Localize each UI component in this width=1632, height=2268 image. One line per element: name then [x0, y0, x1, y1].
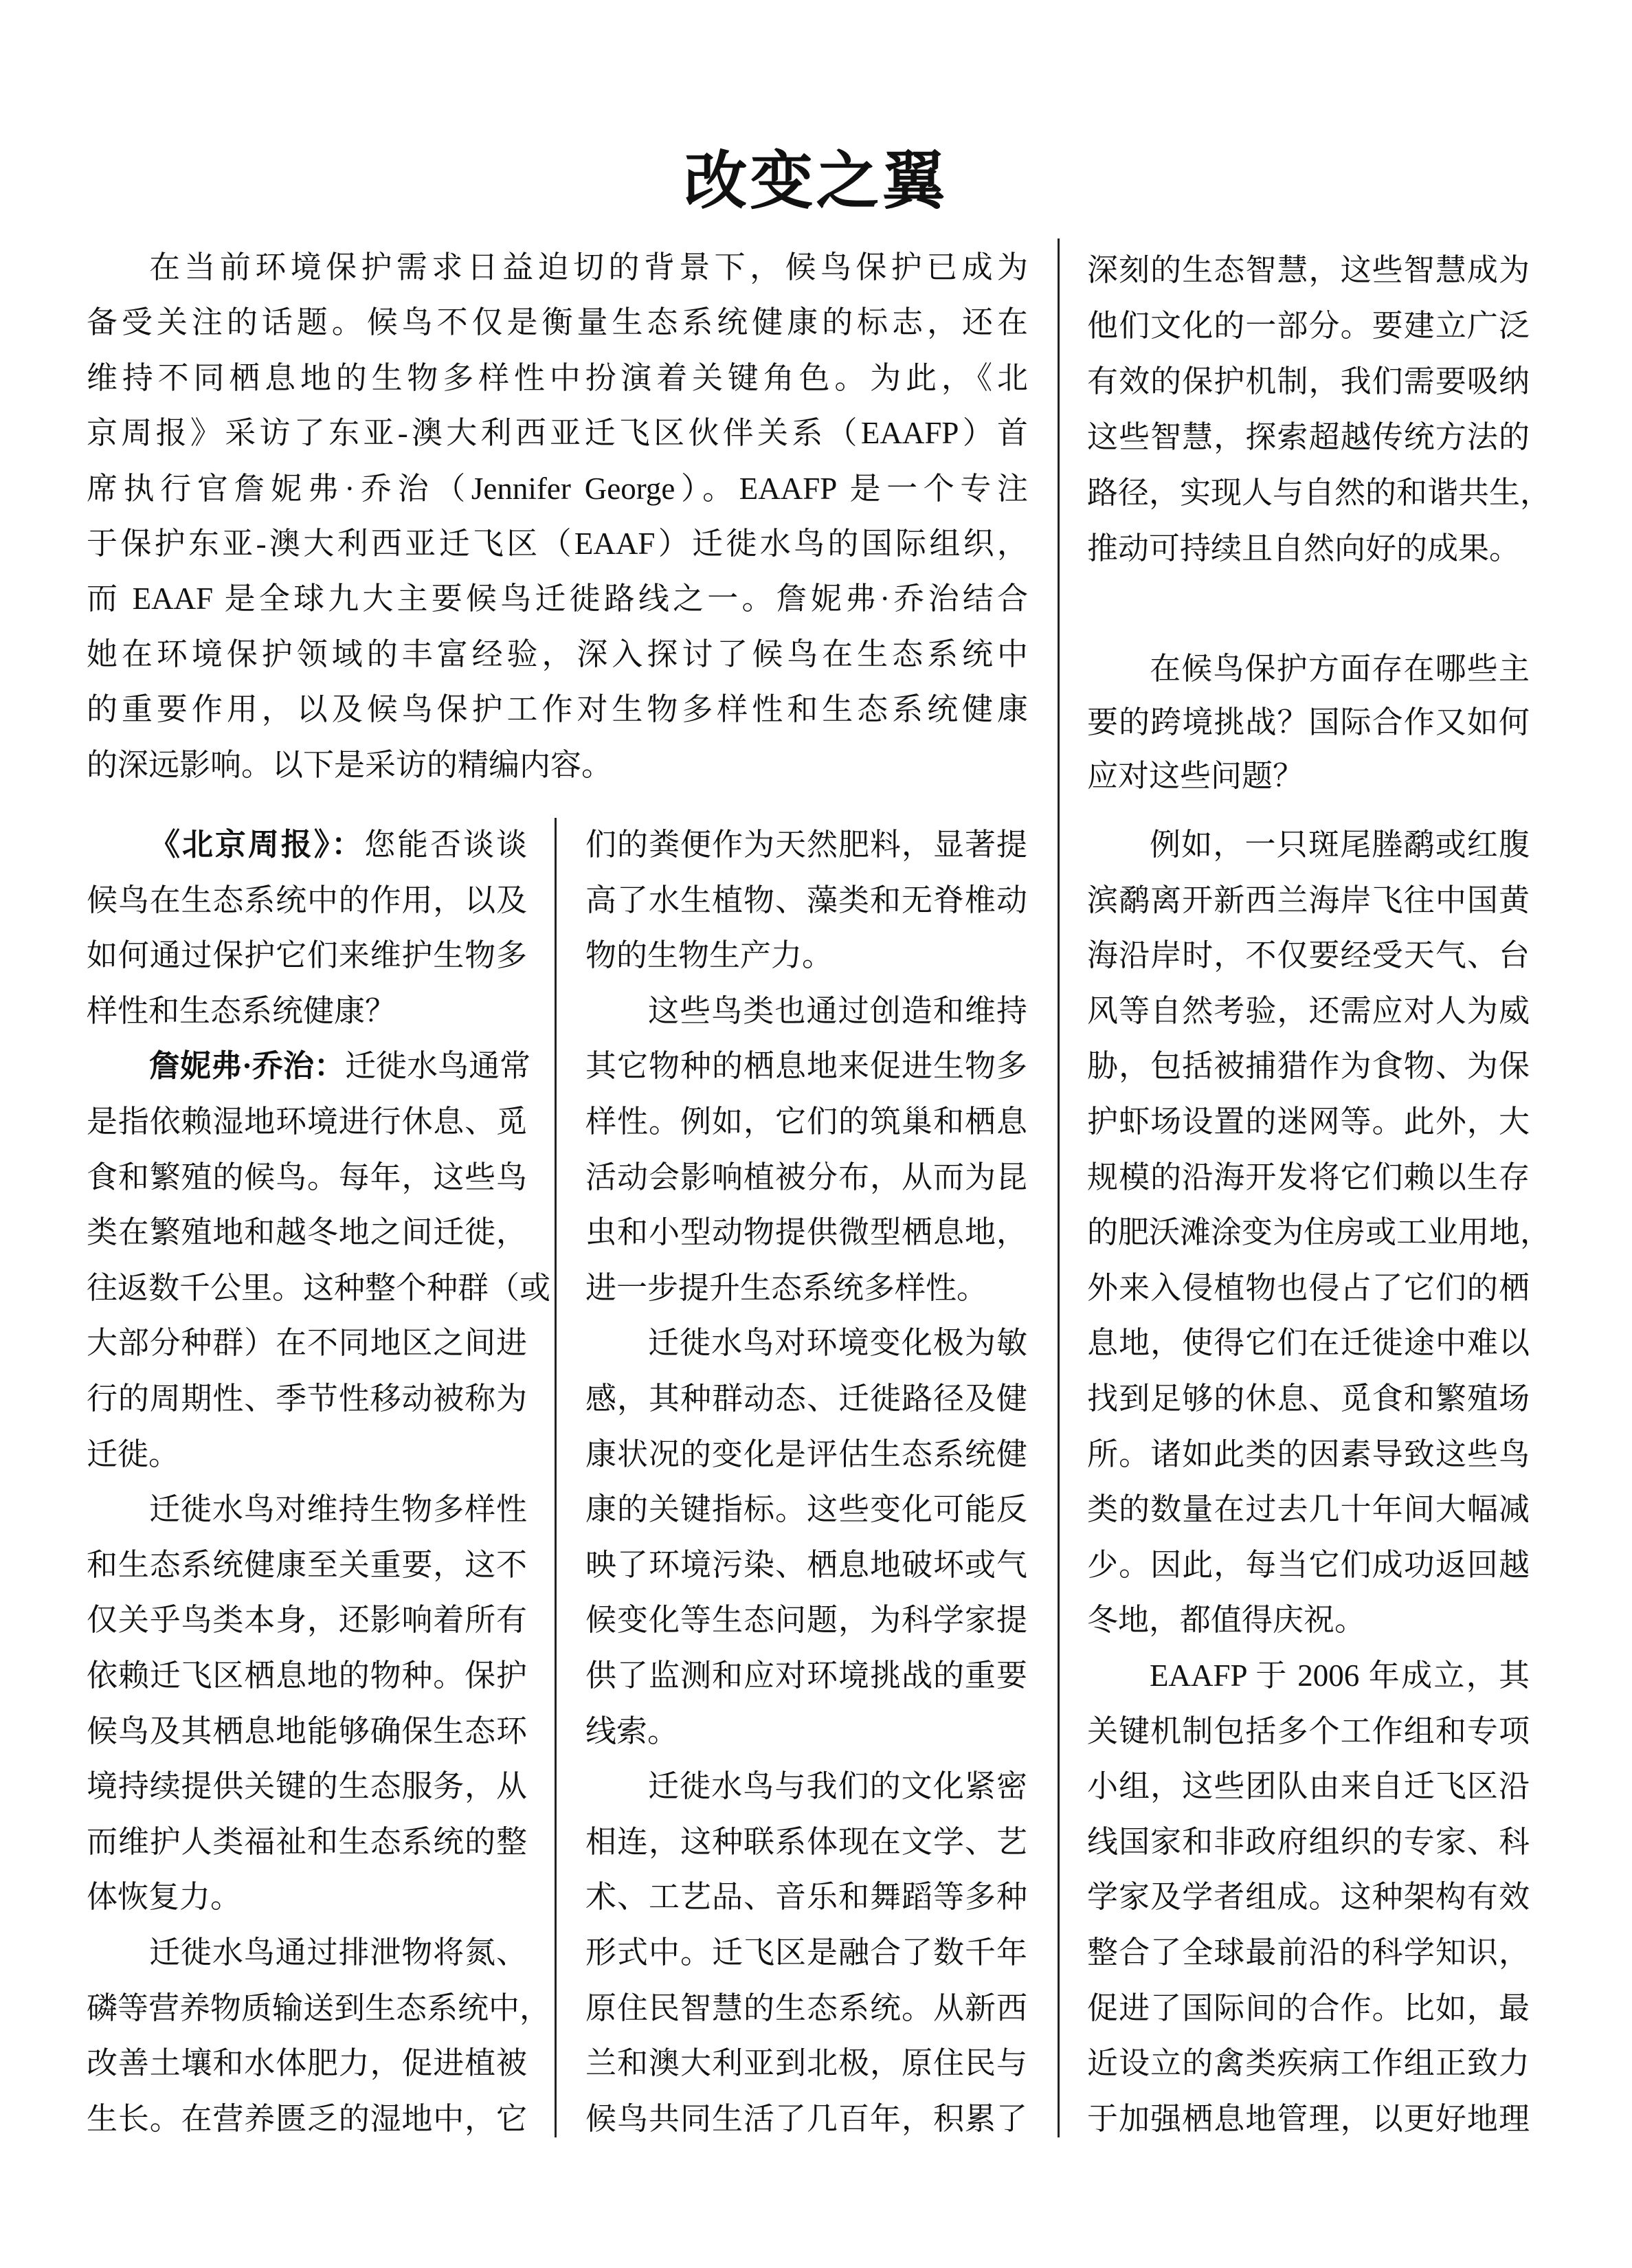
text-line [87, 405, 1028, 460]
speaker-label: 詹妮弗·乔治： [149, 1049, 346, 1084]
line-text: 推动可持续且自然向好的成果。 [1087, 531, 1521, 566]
column-divider-1 [555, 818, 557, 2137]
line-text: 胁，包括被捕猎作为食物、为保 [1087, 1049, 1530, 1084]
text-line [87, 461, 1028, 516]
line-text: 线国家和非政府组织的专家、科 [1087, 1824, 1530, 1859]
line-text: 路径，实现人与自然的和谐共生， [1087, 476, 1552, 510]
line-text: 高了水生植物、藻类和无脊椎动 [585, 882, 1027, 918]
line-text: 供了监测和应对环境挑战的重要 [585, 1658, 1027, 1693]
line-text: 这些智慧，探索超越传统方法的 [1087, 420, 1530, 454]
text-line [1087, 1981, 1530, 2036]
line-text: 例如，一只斑尾塍鹬或红腹 [1150, 827, 1530, 862]
text-line [87, 351, 1028, 405]
line-text: 兰和澳大利亚到北极，原住民与 [585, 2046, 1027, 2081]
line-text: 大部分种群）在不同地区之间进 [87, 1326, 527, 1361]
text-line [585, 1315, 1027, 1370]
line-text: 关键机制包括多个工作组和专项 [1087, 1713, 1530, 1748]
text-line [87, 1981, 551, 2036]
text-line [585, 1150, 1027, 1205]
text-line [585, 2091, 1027, 2146]
line-text: 物的生物生产力。 [585, 938, 834, 973]
line-text: 样性。例如，它们的筑巢和栖息 [585, 1104, 1027, 1139]
text-line [87, 1537, 527, 1592]
text-line [585, 1925, 1027, 1980]
line-text: 找到足够的休息、觅食和繁殖场 [1087, 1381, 1530, 1416]
text-line [1087, 1371, 1530, 1426]
text-line [87, 983, 527, 1038]
article-title: 改变之翼 [684, 146, 948, 216]
line-text: 少。因此，每当它们成功返回越 [1087, 1547, 1530, 1582]
line-text: 风等自然考验，还需应对人为威 [1087, 993, 1530, 1028]
text-line [1087, 1869, 1530, 1924]
text-line [585, 1537, 1027, 1592]
line-text: 于加强栖息地管理，以更好地理 [1087, 2101, 1530, 2136]
text-line [1087, 817, 1530, 872]
line-text: 原住民智慧的生态系统。从新西 [585, 1990, 1027, 2025]
line-text: 有效的保护机制，我们需要吸纳 [1087, 364, 1530, 399]
text-line [87, 2091, 527, 2146]
line-text: 的重要作用，以及候鸟保护工作对生物多样性和生态系统健康 [87, 692, 1028, 727]
text-line [87, 627, 1028, 682]
speaker-label: 《北京周报》： [149, 826, 365, 863]
line-text: 她在环境保护领域的丰富经验，深入探讨了候鸟在生态系统中 [87, 636, 1028, 671]
text-line [87, 295, 1028, 350]
line-text: 促进了国际间的合作。比如，最 [1087, 1990, 1530, 2025]
text-line [1087, 2091, 1530, 2146]
text-line [1087, 298, 1530, 353]
text-line [585, 1704, 1027, 1759]
line-text: 所。诸如此类的因素导致这些鸟 [1087, 1436, 1530, 1471]
line-text: 行的周期性、季节性移动被称为 [87, 1381, 527, 1416]
text-line [1087, 695, 1530, 750]
text-line [1087, 1315, 1530, 1370]
text-line [585, 1260, 1027, 1315]
line-text: 虫和小型动物提供微型栖息地， [585, 1215, 1027, 1250]
text-line [1087, 983, 1530, 1038]
line-text: 冬地，都值得庆祝。 [1087, 1603, 1366, 1638]
text-line [1087, 1427, 1530, 1482]
text-line [1087, 1482, 1530, 1537]
text-line [87, 1150, 527, 1205]
line-text: 息地，使得它们在迁徙途中难以 [1087, 1326, 1530, 1361]
text-line [87, 1704, 527, 1759]
line-text: 而维护人类福祉和生态系统的整 [87, 1824, 527, 1859]
line-text: 规模的沿海开发将它们赖以生存 [1087, 1159, 1530, 1194]
text-line [1087, 1759, 1530, 1814]
text-line [1087, 1704, 1530, 1759]
line-text: 依赖迁飞区栖息地的物种。保护 [87, 1658, 527, 1693]
text-line [585, 873, 1027, 928]
text-line [585, 928, 1027, 983]
line-text: 进一步提升生态系统多样性。 [585, 1270, 988, 1305]
text-line [87, 2036, 527, 2091]
text-line [87, 1814, 527, 1869]
line-text: 往返数千公里。这种整个种群（或 [87, 1270, 551, 1305]
line-text: 迁徙水鸟通过排泄物将氮、 [149, 1935, 527, 1970]
line-text: 生长。在营养匮乏的湿地中，它 [87, 2101, 527, 2136]
text-line [87, 1427, 527, 1482]
text-line [1087, 354, 1530, 409]
text-line [87, 571, 1028, 626]
text-line [585, 1371, 1027, 1426]
line-text: EAAFP 于 2006 年成立，其 [1150, 1658, 1530, 1693]
line-text: 在候鸟保护方面存在哪些主 [1150, 650, 1530, 687]
line-text: 形式中。迁飞区是融合了数千年 [585, 1935, 1027, 1970]
text-line [87, 737, 1028, 792]
text-line [1087, 641, 1530, 696]
text-line [585, 1981, 1027, 2036]
text-line [585, 1038, 1027, 1093]
column-divider-2 [1058, 238, 1060, 2137]
line-text: 京周报》采访了东亚-澳大利西亚迁飞区伙伴关系（EAAFP）首 [87, 416, 1028, 451]
text-line [1087, 873, 1530, 928]
text-line [87, 1482, 527, 1537]
text-line [1087, 465, 1552, 520]
text-line [87, 1260, 551, 1315]
text-line [87, 1925, 527, 1980]
text-line [87, 1315, 527, 1370]
line-text: 维持不同栖息地的生物多样性中扮演着关键角色。为此，《北 [87, 360, 1028, 395]
line-text: 迁徙水鸟对环境变化极为敏 [648, 1326, 1027, 1361]
line-text: 滨鹬离开新西兰海岸飞往中国黄 [1087, 882, 1530, 918]
line-text: 磷等营养物质输送到生态系统中， [87, 1990, 551, 2025]
text-line [1087, 1094, 1530, 1149]
line-text: 线索。 [585, 1713, 679, 1748]
text-line [1087, 410, 1530, 465]
line-text: 候鸟在生态系统中的作用，以及 [87, 881, 527, 918]
line-text: 境持续提供关键的生态服务，从 [87, 1769, 527, 1804]
text-line [1087, 1537, 1530, 1592]
line-text: 学家及学者组成。这种架构有效 [1087, 1880, 1530, 1915]
text-line [87, 928, 527, 983]
text-line [585, 1427, 1027, 1482]
text-line [1087, 748, 1530, 803]
text-line [1087, 1648, 1530, 1703]
text-line [585, 1648, 1027, 1703]
text-line [87, 516, 1028, 571]
line-text: 候变化等生态问题，为科学家提 [585, 1603, 1027, 1638]
line-text: 其它物种的栖息地来促进生物多 [585, 1049, 1027, 1084]
line-text: 仅关乎鸟类本身，还影响着所有 [87, 1603, 527, 1638]
line-text: 应对这些问题？ [1087, 757, 1304, 794]
text-line [585, 1482, 1027, 1537]
text-line [585, 2036, 1027, 2091]
line-text: 迁徙水鸟与我们的文化紧密 [648, 1769, 1027, 1804]
text-line [585, 1759, 1027, 1814]
text-line [1087, 521, 1530, 576]
line-text: 食和繁殖的候鸟。每年，这些鸟 [87, 1159, 527, 1194]
line-text: 而 EAAF 是全球九大主要候鸟迁徙路线之一。詹妮弗·乔治结合 [87, 581, 1028, 616]
text-line [1087, 1260, 1530, 1315]
line-text: 于保护东亚-澳大利西亚迁飞区（EAAF）迁徙水鸟的国际组织， [87, 526, 1028, 561]
line-text: 深刻的生态智慧，这些智慧成为 [1087, 253, 1530, 287]
text-line [87, 1592, 527, 1647]
text-line [585, 983, 1027, 1038]
line-text: 要的跨境挑战？国际合作又如何 [1087, 704, 1530, 740]
text-line [1087, 1814, 1530, 1869]
text-line [87, 1759, 527, 1814]
line-text: 近设立的禽类疾病工作组正致力 [1087, 2046, 1530, 2081]
text-line [585, 817, 1027, 872]
line-text: 小组，这些团队由来自迁飞区沿 [1087, 1769, 1530, 1804]
line-text: 候鸟共同生活了几百年，积累了 [585, 2101, 1027, 2136]
line-text: 和生态系统健康至关重要，这不 [87, 1547, 527, 1582]
line-text: 相连，这种联系体现在文学、艺 [585, 1824, 1027, 1859]
line-text: 海沿岸时，不仅要经受天气、台 [1087, 938, 1530, 973]
line-text: 备受关注的话题。候鸟不仅是衡量生态系统健康的标志，还在 [87, 305, 1028, 340]
text-line [1087, 1038, 1530, 1093]
line-text: 整合了全球最前沿的科学知识， [1087, 1935, 1530, 1970]
line-text: 席执行官詹妮弗·乔治（Jennifer George）。EAAFP 是一个专注 [87, 471, 1028, 506]
text-line [87, 817, 527, 872]
line-text: 候鸟及其栖息地能够确保生态环 [87, 1713, 527, 1748]
text-line [87, 240, 1028, 295]
text-line [1087, 1205, 1552, 1260]
line-text: 改善土壤和水体肥力，促进植被 [87, 2046, 527, 2081]
line-text: 感，其种群动态、迁徙路径及健 [585, 1381, 1027, 1416]
line-text: 他们文化的一部分。要建立广泛 [1087, 309, 1530, 343]
text-line [585, 1094, 1027, 1149]
text-line [585, 1814, 1027, 1869]
line-text: 是指依赖湿地环境进行休息、觅 [87, 1104, 527, 1139]
line-text: 外来入侵植物也侵占了它们的栖 [1087, 1270, 1530, 1305]
text-line [1087, 2036, 1530, 2091]
line-text: 术、工艺品、音乐和舞蹈等多种 [585, 1880, 1027, 1915]
text-line [1087, 928, 1530, 983]
text-line [585, 1205, 1027, 1260]
line-text: 类的数量在过去几十年间大幅减 [1087, 1492, 1530, 1527]
line-text: 体恢复力。 [87, 1880, 242, 1915]
line-text: 您能否谈谈 [364, 826, 527, 863]
text-line [585, 1592, 1027, 1647]
line-text: 的肥沃滩涂变为住房或工业用地， [1087, 1215, 1552, 1250]
line-text: 迁徙水鸟对维持生物多样性 [149, 1492, 527, 1527]
line-text: 这些鸟类也通过创造和维持 [648, 993, 1027, 1028]
line-text: 迁徙水鸟通常 [345, 1049, 531, 1084]
line-text: 映了环境污染、栖息地破坏或气 [585, 1547, 1027, 1582]
text-line [87, 1038, 531, 1093]
line-text: 类在繁殖地和越冬地之间迁徙， [87, 1215, 527, 1250]
text-line [1087, 1925, 1530, 1980]
text-line [87, 1371, 527, 1426]
line-text: 的深远影响。以下是采访的精编内容。 [87, 747, 613, 782]
line-text: 如何通过保护它们来维护生物多 [87, 937, 527, 974]
line-text: 护虾场设置的迷网等。此外，大 [1087, 1104, 1530, 1139]
text-line [1087, 1150, 1530, 1205]
text-line [87, 1869, 527, 1924]
text-line [585, 1869, 1027, 1924]
line-text: 康状况的变化是评估生态系统健 [585, 1436, 1027, 1471]
line-text: 在当前环境保护需求日益迫切的背景下，候鸟保护已成为 [149, 250, 1028, 285]
text-line [1087, 243, 1530, 298]
text-line [87, 873, 527, 928]
line-text: 样性和生态系统健康？ [87, 992, 396, 1029]
text-line [1087, 1592, 1530, 1647]
line-text: 迁徙。 [87, 1436, 180, 1471]
line-text: 们的粪便作为天然肥料，显著提 [585, 827, 1027, 862]
text-line [87, 1094, 527, 1149]
line-text: 活动会影响植被分布，从而为昆 [585, 1159, 1027, 1194]
text-line [87, 1205, 527, 1260]
text-line [87, 682, 1028, 737]
text-line [87, 1648, 527, 1703]
line-text: 康的关键指标。这些变化可能反 [585, 1492, 1027, 1527]
